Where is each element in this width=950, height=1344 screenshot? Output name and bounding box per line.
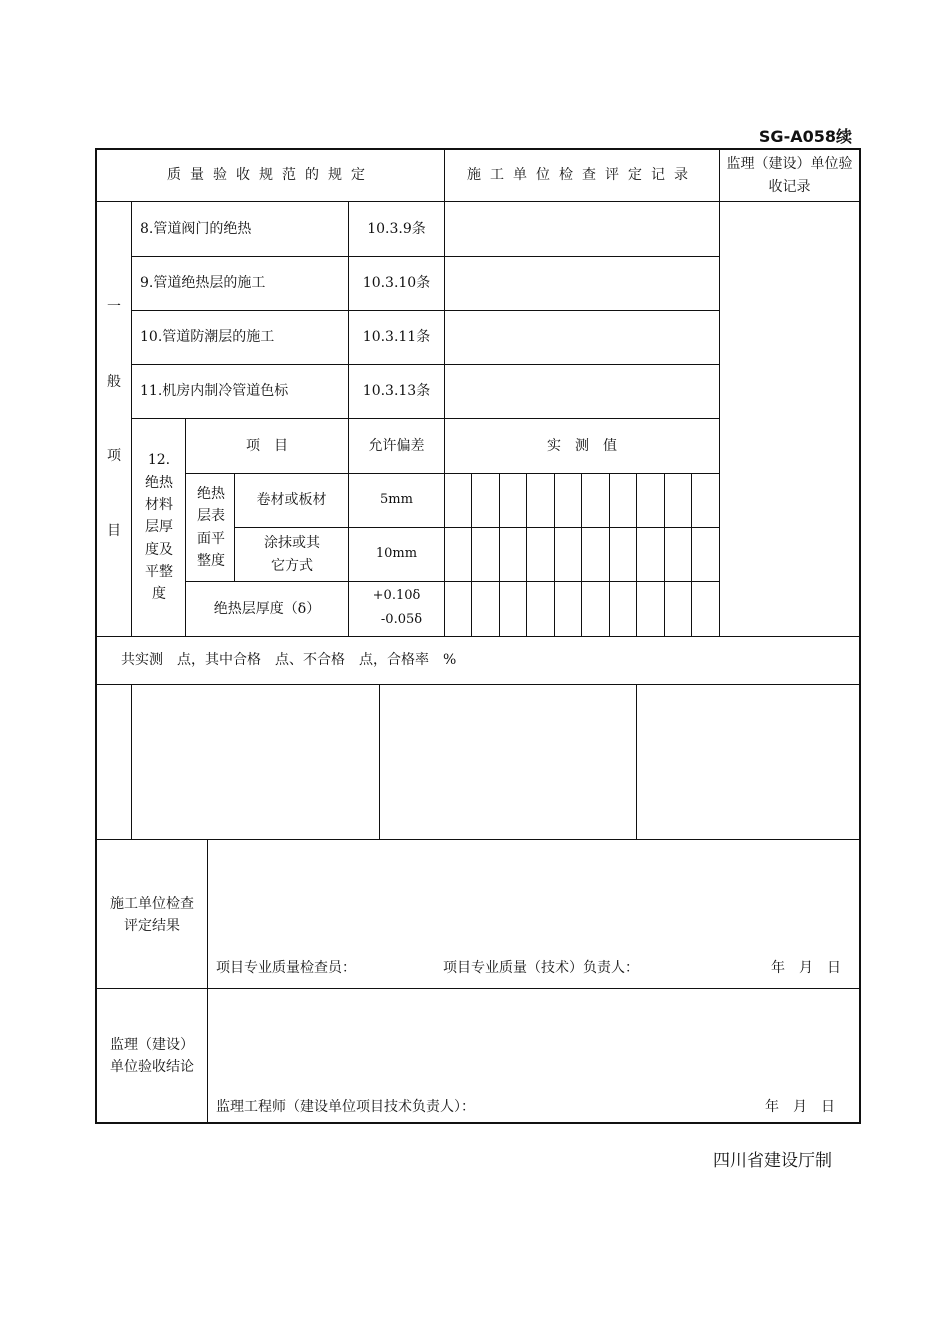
section-label-char: 一 bbox=[107, 299, 121, 315]
flatness-row-tolerance: 10mm bbox=[375, 546, 418, 562]
rule bbox=[444, 149, 445, 636]
item-name: 10.管道防潮层的施工 bbox=[140, 329, 275, 346]
construction-result-label: 施工单位检查评定结果 bbox=[110, 895, 194, 934]
item-name: 8.管道阀门的绝热 bbox=[140, 220, 252, 237]
rule bbox=[636, 684, 637, 839]
item-clause: 10.3.9条 bbox=[367, 220, 426, 237]
item12-label: 12.绝热材料层厚度及平整度 bbox=[145, 452, 173, 603]
thickness-name: 绝热层厚度（δ） bbox=[213, 600, 321, 617]
form-code: SG-A058续 bbox=[758, 127, 852, 146]
rule bbox=[96, 839, 860, 840]
thickness-tolerance-upper: +0.10δ bbox=[372, 587, 421, 603]
rule bbox=[96, 988, 860, 989]
header-supervision: 监理（建设）单位验收记录 bbox=[726, 156, 853, 195]
rule bbox=[636, 473, 637, 636]
supervision-date: 年 月 日 bbox=[765, 1098, 835, 1115]
rule bbox=[131, 201, 132, 636]
issuer-footer: 四川省建设厅制 bbox=[713, 1151, 832, 1171]
rule bbox=[131, 684, 132, 839]
flatness-row-name: 卷材或板材 bbox=[256, 492, 327, 509]
rule bbox=[554, 473, 555, 636]
rule bbox=[691, 473, 692, 636]
flatness-label: 绝热层表面平整度 bbox=[197, 485, 225, 569]
rule bbox=[207, 839, 208, 1123]
rule bbox=[664, 473, 665, 636]
item-clause: 10.3.10条 bbox=[362, 275, 431, 292]
construction-manager-signature: 项目专业质量（技术）负责人： bbox=[443, 959, 639, 976]
flatness-row-name: 涂抹或其它方式 bbox=[264, 535, 320, 574]
header-spec: 质量验收规范的规定 bbox=[167, 167, 374, 184]
section-label-char: 目 bbox=[107, 523, 121, 539]
rule bbox=[581, 473, 582, 636]
flatness-row-tolerance: 5mm bbox=[380, 492, 413, 508]
item-clause: 10.3.11条 bbox=[362, 329, 431, 346]
item12-col-tolerance: 允许偏差 bbox=[368, 437, 425, 454]
measurement-summary: 共实测 点，其中合格 点、不合格 点，合格率 % bbox=[121, 652, 457, 669]
construction-inspector-signature: 项目专业质量检查员： bbox=[216, 959, 356, 976]
section-label-char: 项 bbox=[107, 448, 121, 464]
construction-date: 年 月 日 bbox=[771, 959, 841, 976]
item-clause: 10.3.13条 bbox=[362, 383, 431, 400]
rule bbox=[471, 473, 472, 636]
rule bbox=[609, 473, 610, 636]
rule bbox=[526, 473, 527, 636]
rule bbox=[96, 684, 860, 685]
thickness-tolerance-lower: -0.05δ bbox=[380, 611, 423, 627]
supervision-result-label: 监理（建设）单位验收结论 bbox=[110, 1036, 194, 1075]
section-label-char: 般 bbox=[107, 374, 121, 390]
item12-col-item: 项 目 bbox=[246, 437, 288, 454]
rule bbox=[379, 684, 380, 839]
item-name: 9.管道绝热层的施工 bbox=[140, 275, 266, 292]
item12-col-measured: 实 测 值 bbox=[547, 437, 617, 454]
supervision-engineer-signature: 监理工程师（建设单位项目技术负责人）： bbox=[216, 1098, 475, 1115]
header-construction: 施工单位检查评定记录 bbox=[467, 167, 697, 184]
rule bbox=[499, 473, 500, 636]
item-name: 11.机房内制冷管道色标 bbox=[140, 383, 289, 400]
rule bbox=[719, 149, 720, 636]
